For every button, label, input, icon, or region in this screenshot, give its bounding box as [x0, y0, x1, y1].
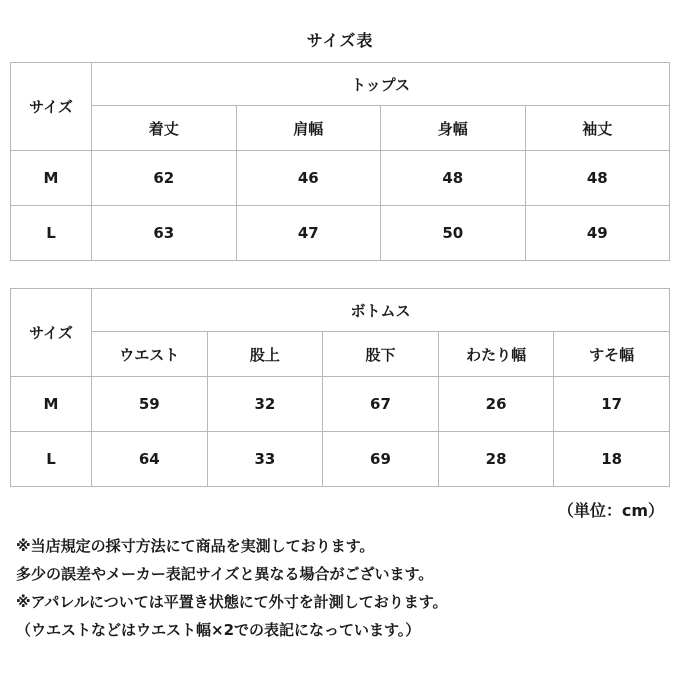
- unit-label: （単位：cm）: [557, 501, 664, 520]
- column-header-cell: 袖丈: [525, 106, 670, 151]
- table-row: [11, 151, 670, 206]
- column-header-cell: すそ幅: [554, 332, 670, 377]
- note-line: ※当店規定の採寸方法にて商品を実測しております。: [16, 537, 375, 555]
- value-cell: 49: [525, 206, 670, 261]
- bottoms-category-header: ボトムス: [92, 289, 670, 332]
- size-cell: M: [11, 377, 92, 432]
- column-header-cell: 股上: [207, 332, 323, 377]
- table-columns-row: [11, 106, 670, 151]
- table-row: [11, 206, 670, 261]
- value-cell: 33: [207, 432, 323, 487]
- column-header-cell: 股下: [323, 332, 439, 377]
- column-header-cell: 着丈: [92, 106, 237, 151]
- size-cell: L: [11, 432, 92, 487]
- tops-size-table: [10, 62, 670, 261]
- column-header-cell: 肩幅: [236, 106, 381, 151]
- note-line: （ウエストなどはウエスト幅×2での表記になっています。）: [16, 621, 421, 639]
- value-cell: 17: [554, 377, 670, 432]
- column-header-cell: ウエスト: [92, 332, 208, 377]
- table-header-row: [11, 289, 670, 332]
- value-cell: 28: [438, 432, 554, 487]
- table-row: [11, 377, 670, 432]
- value-cell: 63: [92, 206, 237, 261]
- value-cell: 64: [92, 432, 208, 487]
- size-cell: M: [11, 151, 92, 206]
- value-cell: 48: [525, 151, 670, 206]
- bottoms-size-table: [10, 288, 670, 487]
- value-cell: 18: [554, 432, 670, 487]
- value-cell: 47: [236, 206, 381, 261]
- note-line: ※アパレルについては平置き状態にて外寸を計測しております。: [16, 593, 448, 611]
- value-cell: 50: [381, 206, 526, 261]
- value-cell: 32: [207, 377, 323, 432]
- value-cell: 62: [92, 151, 237, 206]
- size-cell: L: [11, 206, 92, 261]
- value-cell: 46: [236, 151, 381, 206]
- column-header-cell: 身幅: [381, 106, 526, 151]
- value-cell: 26: [438, 377, 554, 432]
- column-header-cell: わたり幅: [438, 332, 554, 377]
- size-header-cell: サイズ: [11, 289, 92, 377]
- value-cell: 67: [323, 377, 439, 432]
- size-header-cell: サイズ: [11, 63, 92, 151]
- note-line: 多少の誤差やメーカー表記サイズと異なる場合がございます。: [16, 565, 434, 583]
- value-cell: 48: [381, 151, 526, 206]
- table-header-row: [11, 63, 670, 106]
- table-columns-row: [11, 332, 670, 377]
- notes-block: [16, 532, 686, 644]
- value-cell: 59: [92, 377, 208, 432]
- table-row: [11, 432, 670, 487]
- value-cell: 69: [323, 432, 439, 487]
- tops-category-header: トップス: [92, 63, 670, 106]
- page-title: サイズ表: [306, 31, 374, 50]
